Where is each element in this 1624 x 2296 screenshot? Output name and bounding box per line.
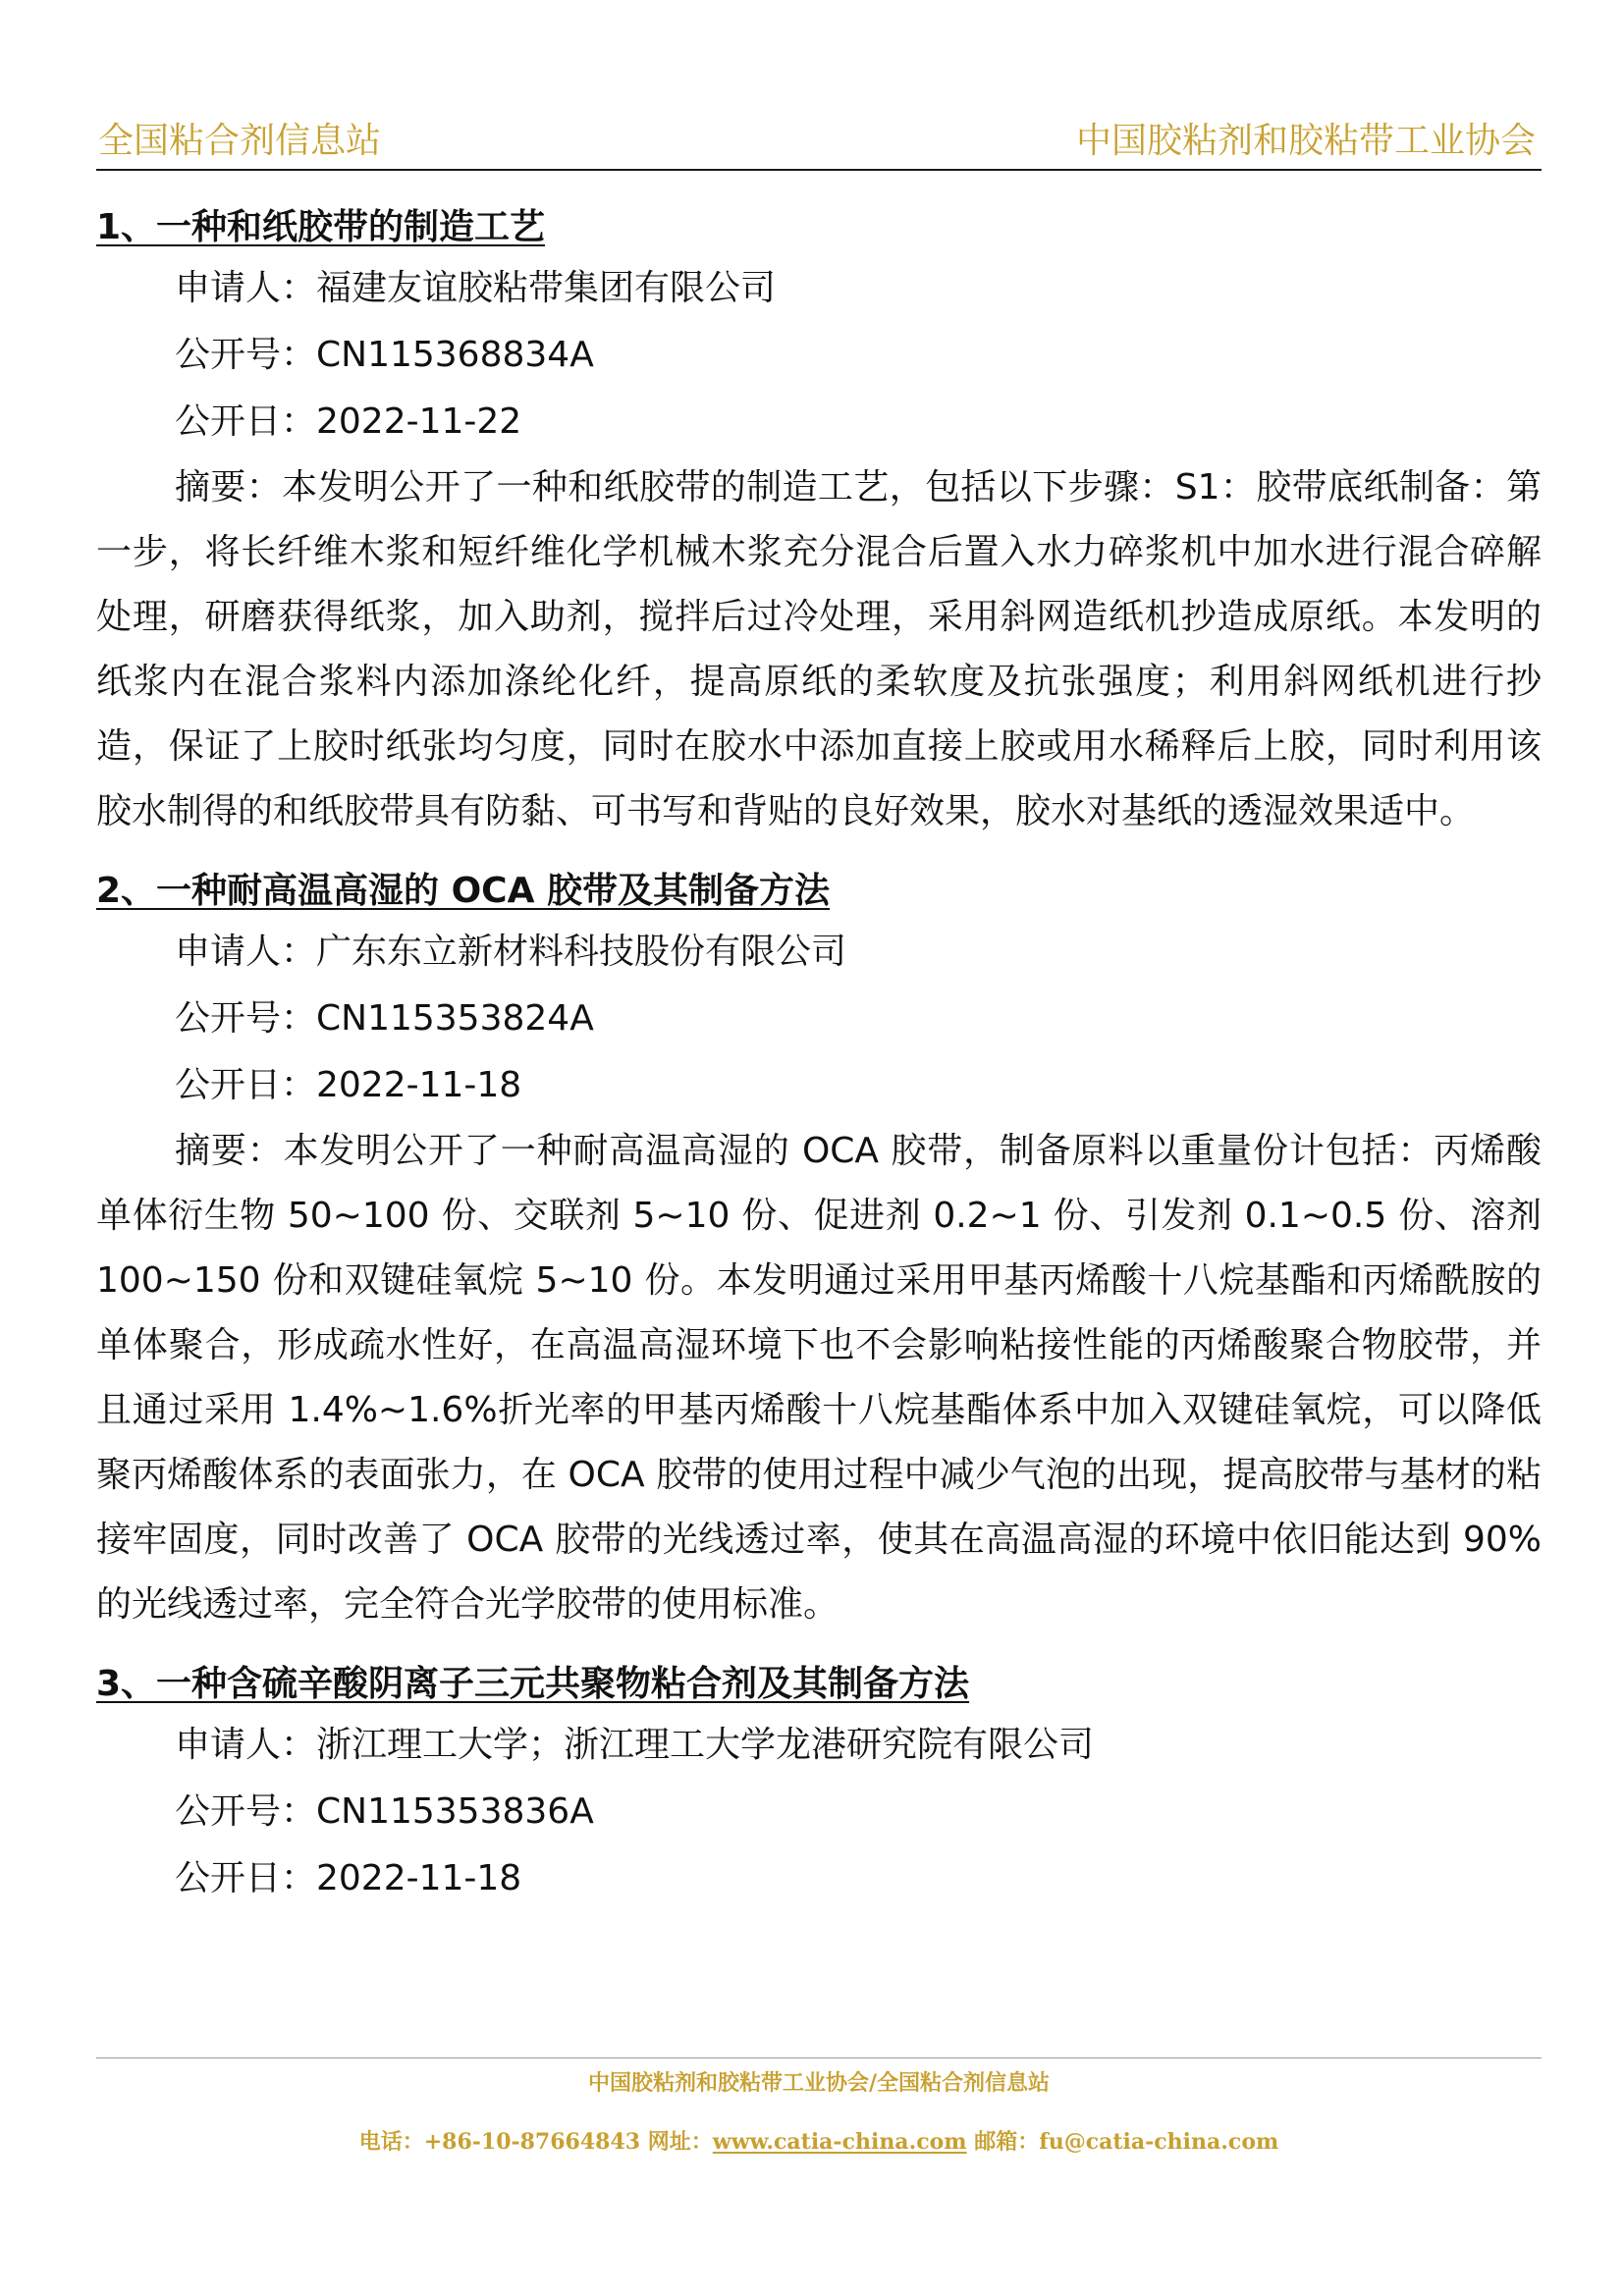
patent-title: 3、一种含硫辛酸阴离子三元共聚物粘合剂及其制备方法 <box>96 1664 970 1704</box>
patent-entry <box>96 868 1542 1637</box>
patent-applicant: 申请人：广东东立新材料科技股份有限公司 <box>175 932 847 972</box>
patent-publication-date: 公开日：2022-11-18 <box>175 1065 522 1105</box>
footer-email-label: 邮箱： <box>966 2129 1040 2155</box>
footer-contact <box>96 2127 1542 2157</box>
patent-publication-number: 公开号：CN115368834A <box>175 335 594 375</box>
header-association-name: 中国胶粘剂和胶粘带工业协会 <box>1075 121 1536 161</box>
patent-entry <box>96 204 1542 844</box>
page-footer <box>96 2057 1542 2157</box>
patent-title: 1、一种和纸胶带的制造工艺 <box>96 207 546 247</box>
patent-list <box>96 177 1542 1912</box>
page-header <box>96 116 1542 171</box>
patent-title: 2、一种耐高温高湿的 OCA 胶带及其制备方法 <box>96 871 831 911</box>
footer-website-link[interactable]: www.catia-china.com <box>712 2129 967 2155</box>
footer-email[interactable]: fu@catia-china.com <box>1039 2129 1279 2155</box>
patent-publication-date: 公开日：2022-11-18 <box>175 1858 522 1898</box>
patent-entry <box>96 1661 1542 1912</box>
patent-publication-date: 公开日：2022-11-22 <box>175 401 522 442</box>
footer-organization: 中国胶粘剂和胶粘带工业协会/全国粘合剂信息站 <box>587 2070 1051 2096</box>
footer-phone-label: 电话：+86-10-87664843 网址： <box>358 2129 713 2155</box>
patent-applicant: 申请人：福建友谊胶粘带集团有限公司 <box>175 268 777 308</box>
patent-publication-number: 公开号：CN115353824A <box>175 998 594 1039</box>
patent-publication-number: 公开号：CN115353836A <box>175 1791 594 1832</box>
header-site-name: 全国粘合剂信息站 <box>98 121 382 161</box>
patent-abstract: 摘要：本发明公开了一种和纸胶带的制造工艺，包括以下步骤：S1：胶带底纸制备：第一步，将长纤维木浆和短纤维化学机械木浆充分混合后置入水力碎浆机中加水进行混合碎解处理，研磨获得纸浆，加入助剂，搅拌后过冷处理，采用斜网造纸机抄造成原纸。本发明的纸浆内在混合浆料内添加涤纶化纤，提高原纸的柔软度及抗张强度；利用斜网纸机进行抄造，保证了上胶时纸张均匀度，同时在胶水中添加直接上胶或用水稀释后上胶，同时利用该胶水制得的和纸胶带具有防黏、可书写和背贴的良好效果，胶水对基纸的透湿效果适中。 <box>96 467 1542 831</box>
patent-abstract: 摘要：本发明公开了一种耐高温高湿的 OCA 胶带，制备原料以重量份计包括：丙烯酸单体衍生物 50~100 份、交联剂 5~10 份、促进剂 0.2~1 份、引发剂 0.1~0.5 份、溶剂 100~150 份和双键硅氧烷 5~10 份。本发明通过采用甲基丙烯酸十八烷基酯和丙烯酰胺的单体聚合，形成疏水性好，在高温高湿环境下也不会影响粘接性能的丙烯酸聚合物胶带，并且通过采用 1.4%~1.6%折光率的甲基丙烯酸十八烷基酯体系中加入双键硅氧烷，可以降低聚丙烯酸体系的表面张力，在 OCA 胶带的使用过程中减少气泡的出现，提高胶带与基材的粘接牢固度，同时改善了 OCA 胶带的光线透过率，使其在高温高湿的环境中依旧能达到 90%的光线透过率，完全符合光学胶带的使用标准。 <box>96 1131 1542 1625</box>
patent-applicant: 申请人：浙江理工大学；浙江理工大学龙港研究院有限公司 <box>175 1725 1095 1765</box>
